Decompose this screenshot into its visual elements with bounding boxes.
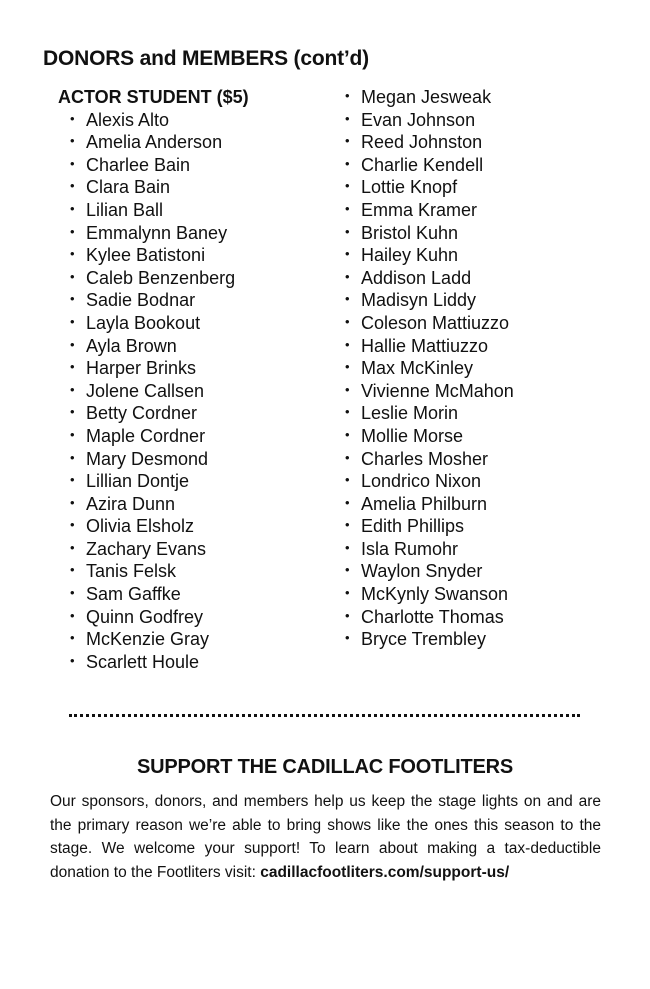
member-name: Ayla Brown [86,335,177,356]
name-list-item [345,560,514,583]
name-list-item [58,199,249,222]
bullet-icon: • [345,585,350,601]
member-name: Coleson Mattiuzzo [361,312,510,333]
bullet-icon: • [345,268,350,284]
member-name: Madisyn Liddy [361,290,477,311]
name-list-item [345,176,514,199]
member-name: Layla Bookout [86,312,201,333]
member-name: Isla Rumohr [361,538,459,559]
name-list-item [345,583,514,606]
member-name: Hailey Kuhn [361,245,459,266]
bullet-icon: • [345,178,350,194]
bullet-icon: • [70,246,75,262]
name-list-item [345,425,514,448]
bullet-icon: • [345,449,350,465]
name-list-item [345,515,514,538]
name-list-item [345,222,514,245]
member-name: Amelia Anderson [86,132,223,153]
member-name: Alexis Alto [86,109,170,130]
member-name: Caleb Benzenberg [86,267,236,288]
name-list-item [58,267,249,290]
member-name: Quinn Godfrey [86,606,204,627]
bullet-icon: • [345,472,350,488]
names-column-left [58,86,249,673]
member-name: Bristol Kuhn [361,222,459,243]
name-list-item [345,109,514,132]
member-name: Sam Gaffke [86,584,181,605]
name-list-item [345,199,514,222]
member-name: Edith Phillips [361,516,465,537]
bullet-icon: • [345,562,350,578]
member-name: Tanis Felsk [86,561,177,582]
bullet-icon: • [70,268,75,284]
bullet-icon: • [70,223,75,239]
bullet-icon: • [345,110,350,126]
name-list-item [58,131,249,154]
bullet-icon: • [345,494,350,510]
support-heading: SUPPORT THE CADILLAC FOOTLITERS [136,756,514,778]
name-list-item [345,493,514,516]
name-list-item [58,176,249,199]
member-name: Charles Mosher [361,448,489,469]
bullet-icon: • [70,155,75,171]
member-name: Clara Bain [86,177,171,198]
member-name: Waylon Snyder [361,561,483,582]
name-list-item [58,402,249,425]
bullet-icon: • [70,426,75,442]
member-name: Betty Cordner [86,403,198,424]
member-name: Evan Johnson [361,109,476,130]
name-list-item [345,131,514,154]
name-list-item [58,538,249,561]
name-list-item [345,538,514,561]
bullet-icon: • [345,607,350,623]
name-list-item [58,493,249,516]
member-name: McKenzie Gray [86,629,210,650]
name-list-item [345,86,514,109]
bullet-icon: • [345,630,350,646]
name-list-item [58,335,249,358]
name-list-item [58,357,249,380]
name-list-item [58,583,249,606]
member-name: Leslie Morin [361,403,459,424]
bullet-icon: • [345,200,350,216]
member-name: Charlotte Thomas [361,606,504,627]
member-name: Scarlett Houle [86,651,200,672]
member-name: Olivia Elsholz [86,516,195,537]
bullet-icon: • [70,110,75,126]
bullet-icon: • [70,404,75,420]
support-body-text: Our sponsors, donors, and members help us keep the stage lights on and are the primary reason we’re able to bring shows like the ones this season to the stage. We welcome your support! To learn about making a tax-deductible donation to the Footliters visit: [50,793,601,881]
name-list-item [58,222,249,245]
bullet-icon: • [70,381,75,397]
member-name: Mary Desmond [86,448,209,469]
member-name: Maple Cordner [86,425,206,446]
member-name: Sadie Bodnar [86,290,196,311]
member-name: Bryce Trembley [361,629,487,650]
name-list-item [345,606,514,629]
bullet-icon: • [70,200,75,216]
name-list-item [345,357,514,380]
name-list-item [58,312,249,335]
member-name: Amelia Philburn [361,493,488,514]
name-list-item [58,425,249,448]
name-list-item [58,651,249,674]
bullet-icon: • [70,291,75,307]
member-name: Lillian Dontje [86,471,190,492]
name-list-item [58,448,249,471]
name-list-item [345,267,514,290]
names-column-right [345,86,514,651]
name-list-item [58,628,249,651]
bullet-icon: • [345,88,350,103]
bullet-icon: • [345,246,350,262]
member-name: Megan Jesweak [361,87,492,107]
bullet-icon: • [70,449,75,465]
bullet-icon: • [345,155,350,171]
bullet-icon: • [70,336,75,352]
member-name: Charlee Bain [86,154,191,175]
member-name: Lottie Knopf [361,177,458,198]
name-list-item [345,380,514,403]
bullet-icon: • [345,517,350,533]
bullet-icon: • [70,133,75,149]
member-name: Jolene Callsen [86,380,205,401]
member-name: Hallie Mattiuzzo [361,335,489,356]
member-name: Lilian Ball [86,199,164,220]
name-list-item [58,560,249,583]
bullet-icon: • [345,291,350,307]
bullet-icon: • [70,585,75,601]
support-link[interactable]: cadillacfootliters.com/support-us/ [260,863,510,881]
bullet-icon: • [345,359,350,375]
name-list-item [345,312,514,335]
support-paragraph [50,790,601,884]
member-name: Charlie Kendell [361,154,484,175]
dotted-divider [69,714,580,717]
bullet-icon: • [70,539,75,555]
bullet-icon: • [345,223,350,239]
name-list-item [58,154,249,177]
bullet-icon: • [70,562,75,578]
member-name: Max McKinley [361,358,474,379]
member-name: Vivienne McMahon [361,380,514,401]
name-list-item [58,606,249,629]
bullet-icon: • [70,652,75,668]
bullet-icon: • [70,517,75,533]
name-list-item [58,470,249,493]
bullet-icon: • [345,313,350,329]
name-list-item [345,470,514,493]
bullet-icon: • [70,472,75,488]
member-name: Reed Johnston [361,132,483,153]
bullet-icon: • [70,359,75,375]
bullet-icon: • [345,133,350,149]
name-list-item [345,628,514,651]
name-list-item [58,380,249,403]
member-name: Emmalynn Baney [86,222,228,243]
name-list-item [345,154,514,177]
bullet-icon: • [345,336,350,352]
name-list-item [58,289,249,312]
page-title: DONORS and MEMBERS (cont’d) [43,47,369,70]
bullet-icon: • [345,539,350,555]
member-name: Kylee Batistoni [86,245,206,266]
name-list-item [345,289,514,312]
bullet-icon: • [70,313,75,329]
bullet-icon: • [70,630,75,646]
member-name: Emma Kramer [361,199,478,220]
bullet-icon: • [70,607,75,623]
section-heading-actor-student: ACTOR STUDENT ($5) [58,87,249,107]
bullet-icon: • [345,381,350,397]
member-name: McKynly Swanson [361,584,509,605]
name-list-item [345,335,514,358]
name-list-item [58,244,249,267]
bullet-icon: • [345,426,350,442]
bullet-icon: • [70,494,75,510]
name-list-item [58,109,249,132]
name-list-item [58,515,249,538]
member-name: Harper Brinks [86,358,197,379]
name-list-item [345,402,514,425]
member-name: Zachary Evans [86,538,207,559]
bullet-icon: • [345,404,350,420]
bullet-icon: • [70,178,75,194]
member-name: Londrico Nixon [361,471,482,492]
member-name: Addison Ladd [361,267,472,288]
member-name: Azira Dunn [86,493,176,514]
name-list-item [345,244,514,267]
member-name: Mollie Morse [361,425,464,446]
name-list-item [345,448,514,471]
